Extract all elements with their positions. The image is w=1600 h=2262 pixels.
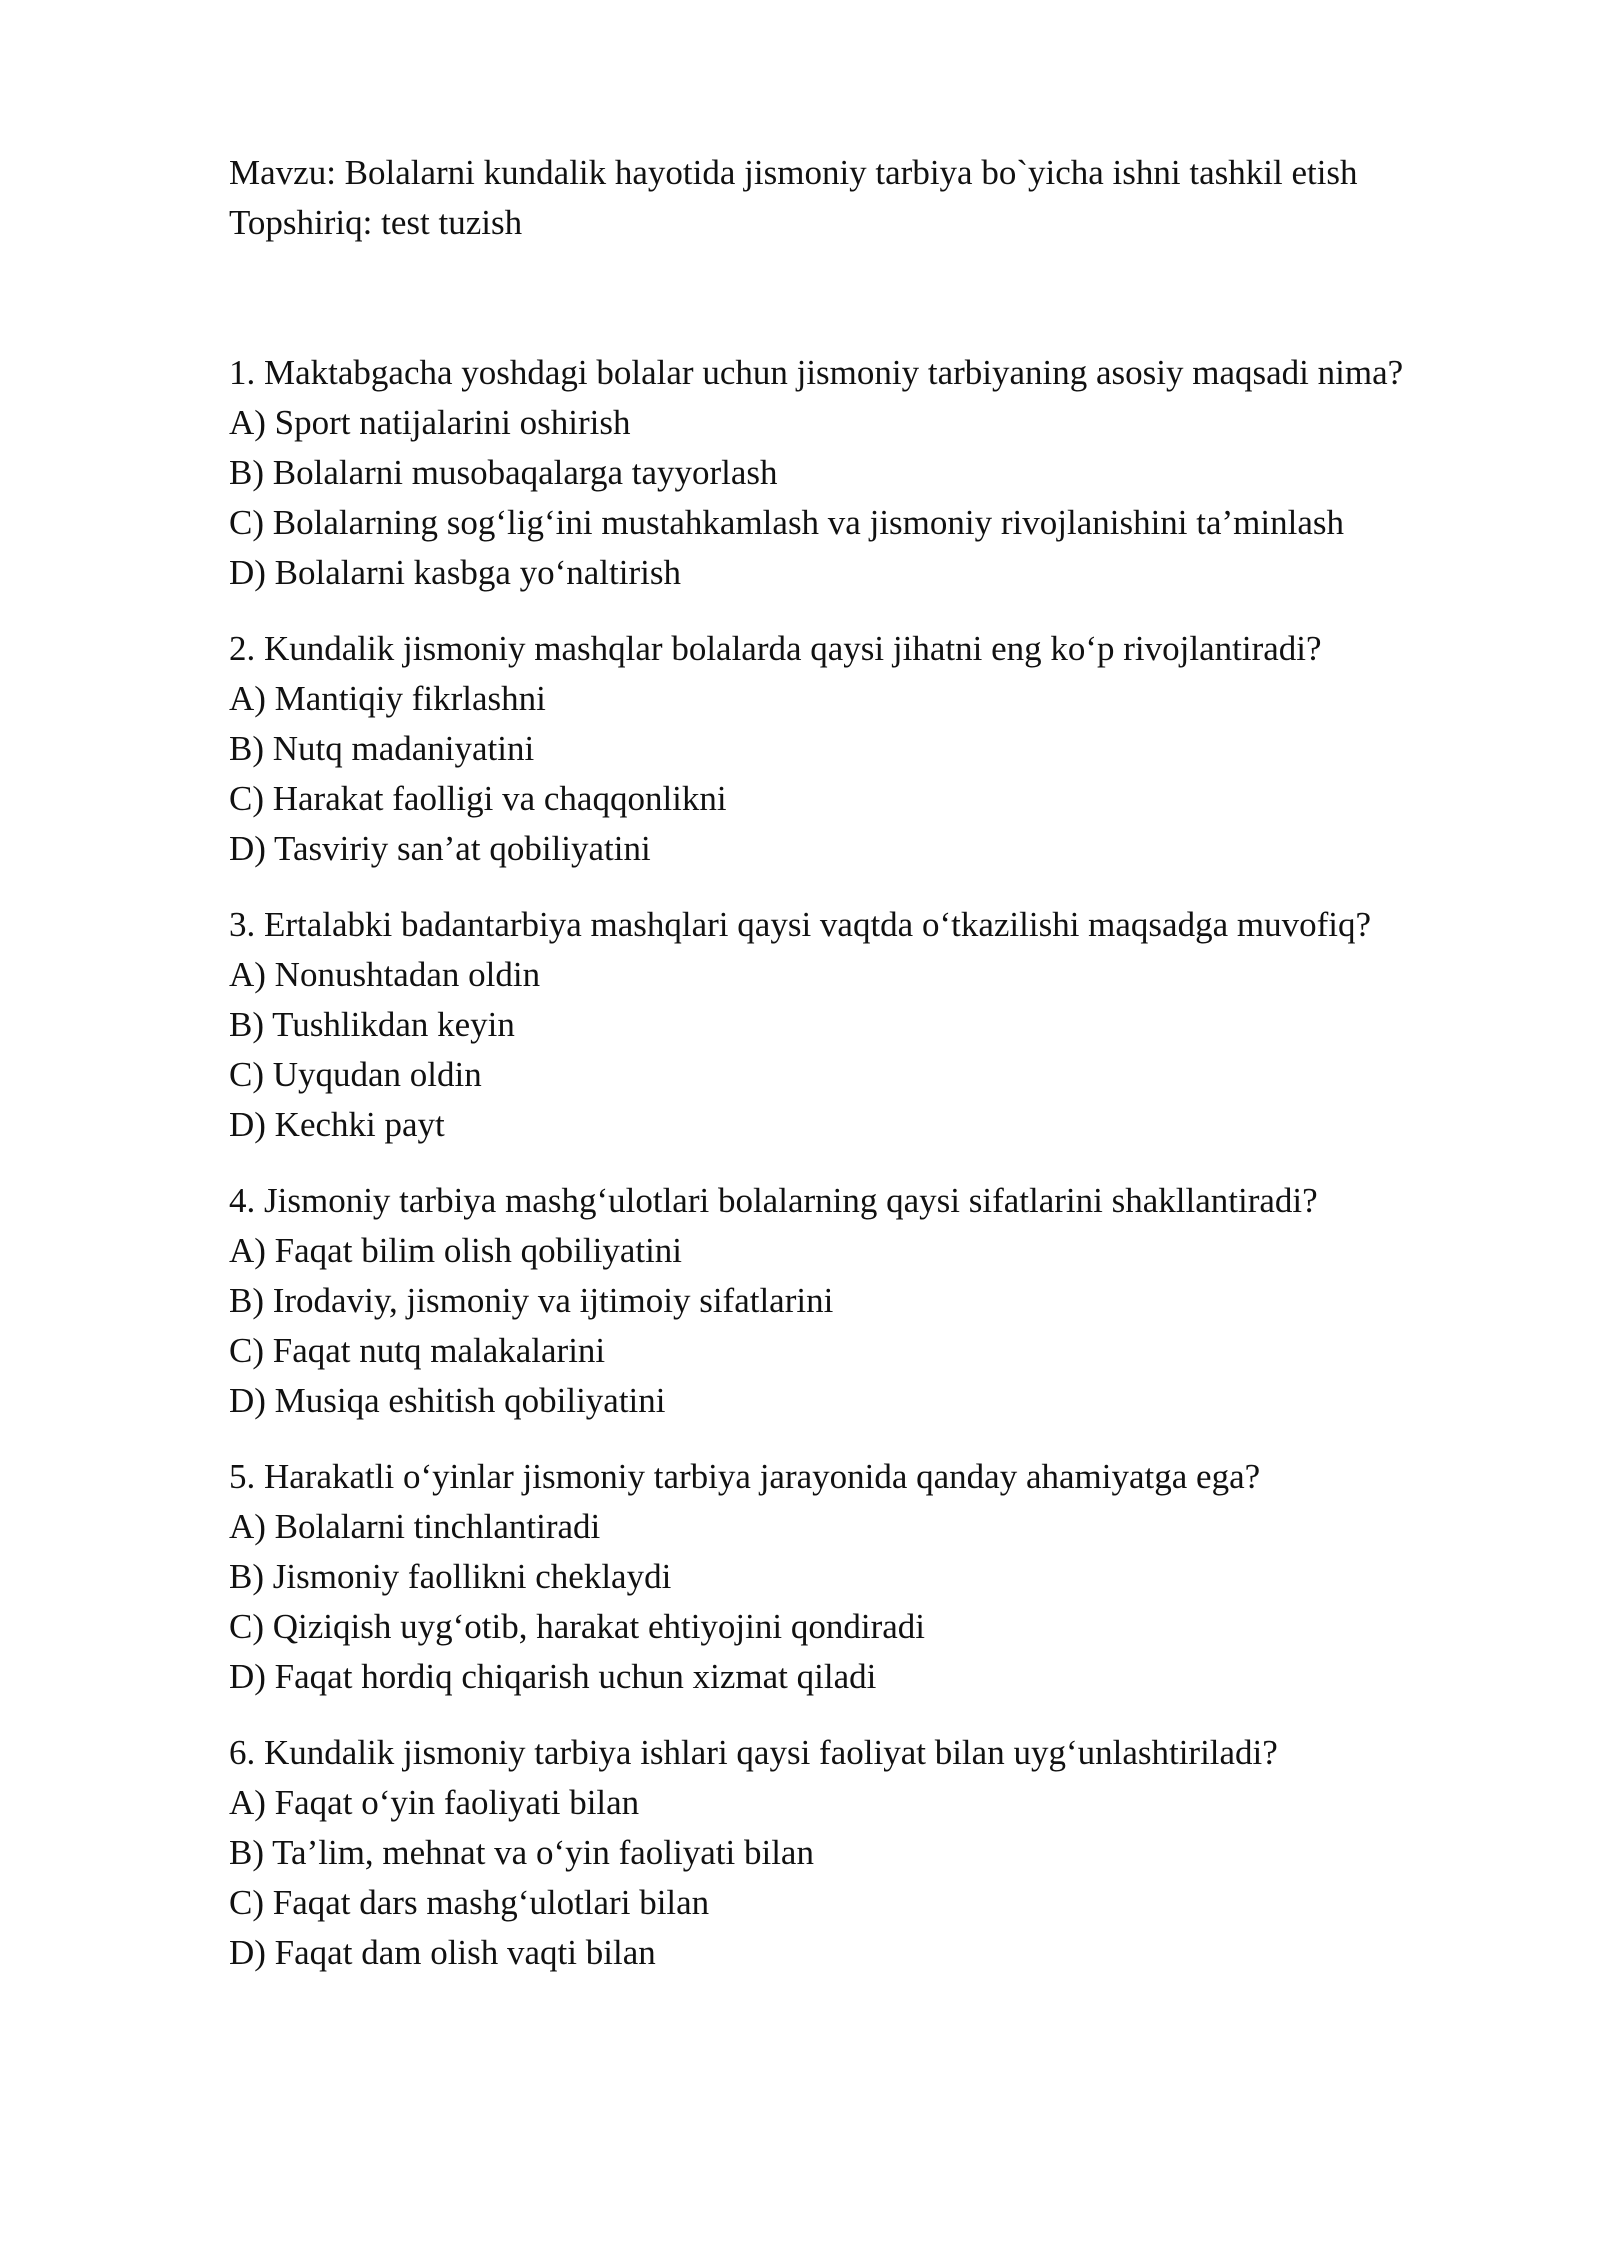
answer-option: D) Bolalarni kasbga yo‘naltirish [229, 553, 681, 592]
question-1 [229, 348, 1529, 598]
answer-option: C) Uyqudan oldin [229, 1055, 482, 1094]
answer-option: A) Sport natijalarini oshirish [229, 403, 631, 442]
question-text: 3. Ertalabki badantarbiya mashqlari qaysi vaqtda o‘tkazilishi maqsadga muvofiq? [229, 905, 1372, 944]
answer-option: C) Bolalarning sog‘lig‘ini mustahkamlash va jismoniy rivojlanishini ta’minlash [229, 503, 1345, 542]
answer-option: C) Harakat faolligi va chaqqonlikni [229, 779, 727, 818]
question-text: 4. Jismoniy tarbiya mashg‘ulotlari bolalarning qaysi sifatlarini shakllantiradi? [229, 1181, 1318, 1220]
answer-option: C) Qiziqish uyg‘otib, harakat ehtiyojini qondiradi [229, 1607, 925, 1646]
answer-option: D) Musiqa eshitish qobiliyatini [229, 1381, 666, 1420]
question-5 [229, 1452, 1529, 1702]
answer-option: B) Ta’lim, mehnat va o‘yin faoliyati bilan [229, 1833, 814, 1872]
task-line: Topshiriq: test tuzish [229, 203, 523, 242]
answer-option: A) Faqat bilim olish qobiliyatini [229, 1231, 683, 1270]
question-text: 6. Kundalik jismoniy tarbiya ishlari qaysi faoliyat bilan uyg‘unlashtiriladi? [229, 1733, 1278, 1772]
answer-option: D) Faqat dam olish vaqti bilan [229, 1933, 656, 1972]
answer-option: A) Faqat o‘yin faoliyati bilan [229, 1783, 640, 1822]
topic-line: Mavzu: Bolalarni kundalik hayotida jismoniy tarbiya bo`yicha ishni tashkil etish [229, 153, 1358, 192]
answer-option: B) Bolalarni musobaqalarga tayyorlash [229, 453, 778, 492]
answer-option: D) Faqat hordiq chiqarish uchun xizmat qiladi [229, 1657, 877, 1696]
answer-option: D) Kechki payt [229, 1105, 445, 1144]
document-content [229, 148, 1529, 2004]
document-header [229, 148, 1529, 248]
answer-option: C) Faqat dars mashg‘ulotlari bilan [229, 1883, 710, 1922]
answer-option: B) Jismoniy faollikni cheklaydi [229, 1557, 672, 1596]
question-4 [229, 1176, 1529, 1426]
question-2 [229, 624, 1529, 874]
question-text: 5. Harakatli o‘yinlar jismoniy tarbiya jarayonida qanday ahamiyatga ega? [229, 1457, 1261, 1496]
answer-option: C) Faqat nutq malakalarini [229, 1331, 606, 1370]
question-3 [229, 900, 1529, 1150]
answer-option: D) Tasviriy san’at qobiliyatini [229, 829, 651, 868]
question-text: 1. Maktabgacha yoshdagi bolalar uchun jismoniy tarbiyaning asosiy maqsadi nima? [229, 353, 1404, 392]
question-6 [229, 1728, 1529, 1978]
answer-option: B) Tushlikdan keyin [229, 1005, 515, 1044]
question-text: 2. Kundalik jismoniy mashqlar bolalarda qaysi jihatni eng ko‘p rivojlantiradi? [229, 629, 1322, 668]
answer-option: A) Bolalarni tinchlantiradi [229, 1507, 601, 1546]
answer-option: A) Nonushtadan oldin [229, 955, 541, 994]
answer-option: B) Nutq madaniyatini [229, 729, 535, 768]
answer-option: B) Irodaviy, jismoniy va ijtimoiy sifatlarini [229, 1281, 834, 1320]
answer-option: A) Mantiqiy fikrlashni [229, 679, 546, 718]
